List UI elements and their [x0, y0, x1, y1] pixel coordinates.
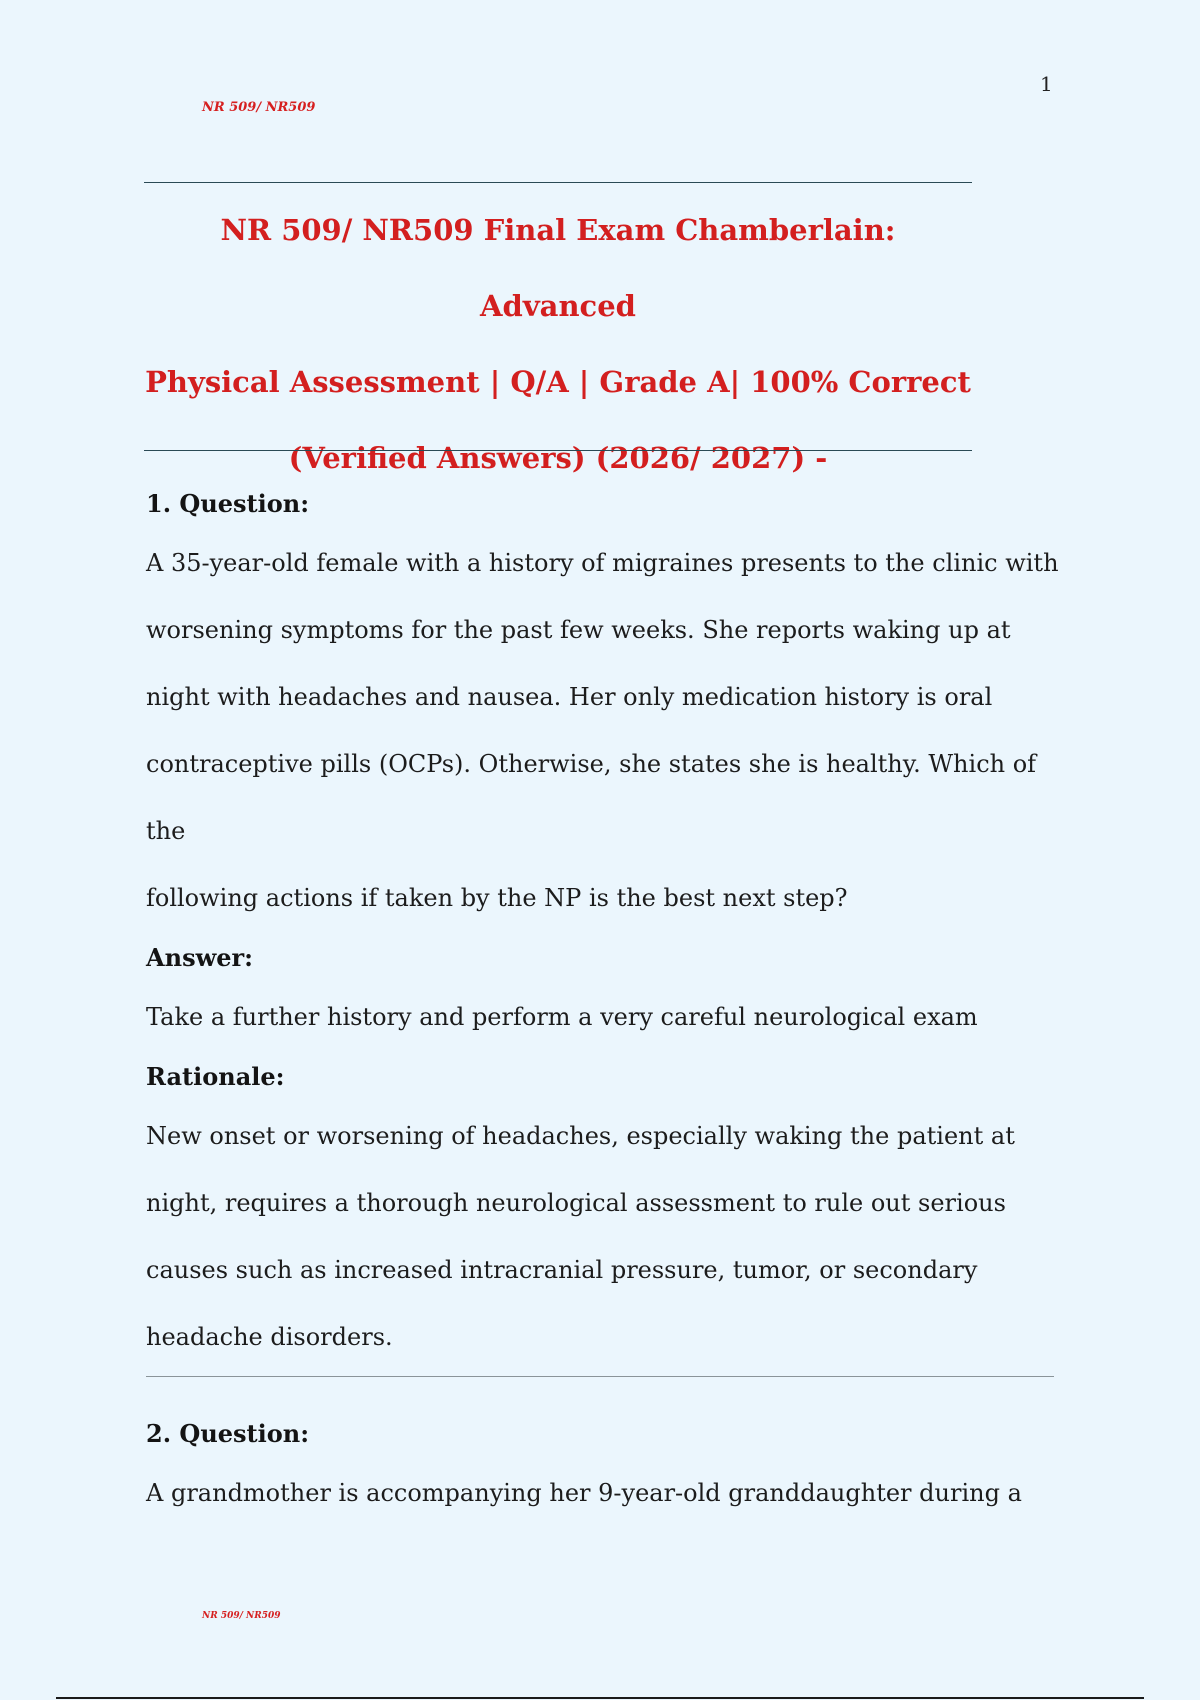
- page-bottom-edge: [56, 1697, 1144, 1699]
- answer-label: Answer:: [146, 943, 254, 972]
- title-rule-bottom: [144, 450, 972, 451]
- title-line-2: Physical Assessment | Q/A | Grade A| 100% Correct: [145, 365, 971, 399]
- question-2-line-1: A grandmother is accompanying her 9-year-old granddaughter during a: [146, 1479, 1022, 1507]
- question-divider: [146, 1376, 1054, 1377]
- question-1-line-3: night with headaches and nausea. Her only medication history is oral: [146, 683, 993, 711]
- question-1-line-5: following actions if taken by the NP is the best next step?: [146, 884, 848, 912]
- footer-tag: NR 509/ NR509: [202, 1611, 281, 1621]
- question-1: [146, 478, 1066, 1371]
- rationale-label: Rationale:: [146, 1062, 285, 1091]
- question-1-heading: 1. Question:: [146, 489, 310, 518]
- question-1-line-1: A 35-year-old female with a history of migraines presents to the clinic with: [146, 549, 1059, 577]
- title-line-1: NR 509/ NR509 Final Exam Chamberlain: Advanced: [220, 213, 896, 323]
- page-number: 1: [1040, 72, 1053, 96]
- question-2: [146, 1408, 1066, 1527]
- header-tag: NR 509/ NR509: [202, 100, 316, 115]
- title-rule-top: [144, 182, 972, 183]
- question-1-line-4: contraceptive pills (OCPs). Otherwise, she states she is healthy. Which of the: [146, 750, 1037, 845]
- rationale-line-1: New onset or worsening of headaches, especially waking the patient at: [146, 1122, 1015, 1150]
- question-2-heading: 2. Question:: [146, 1419, 310, 1448]
- rationale-line-3: causes such as increased intracranial pressure, tumor, or secondary: [146, 1256, 978, 1284]
- answer-text: Take a further history and perform a very careful neurological exam: [146, 1003, 978, 1031]
- rationale-line-2: night, requires a thorough neurological assessment to rule out serious: [146, 1189, 1006, 1217]
- question-1-line-2: worsening symptoms for the past few weeks. She reports waking up at: [146, 616, 1011, 644]
- rationale-line-4: headache disorders.: [146, 1323, 393, 1351]
- title-line-3: (Verified Answers) (2026/ 2027) -: [288, 441, 828, 475]
